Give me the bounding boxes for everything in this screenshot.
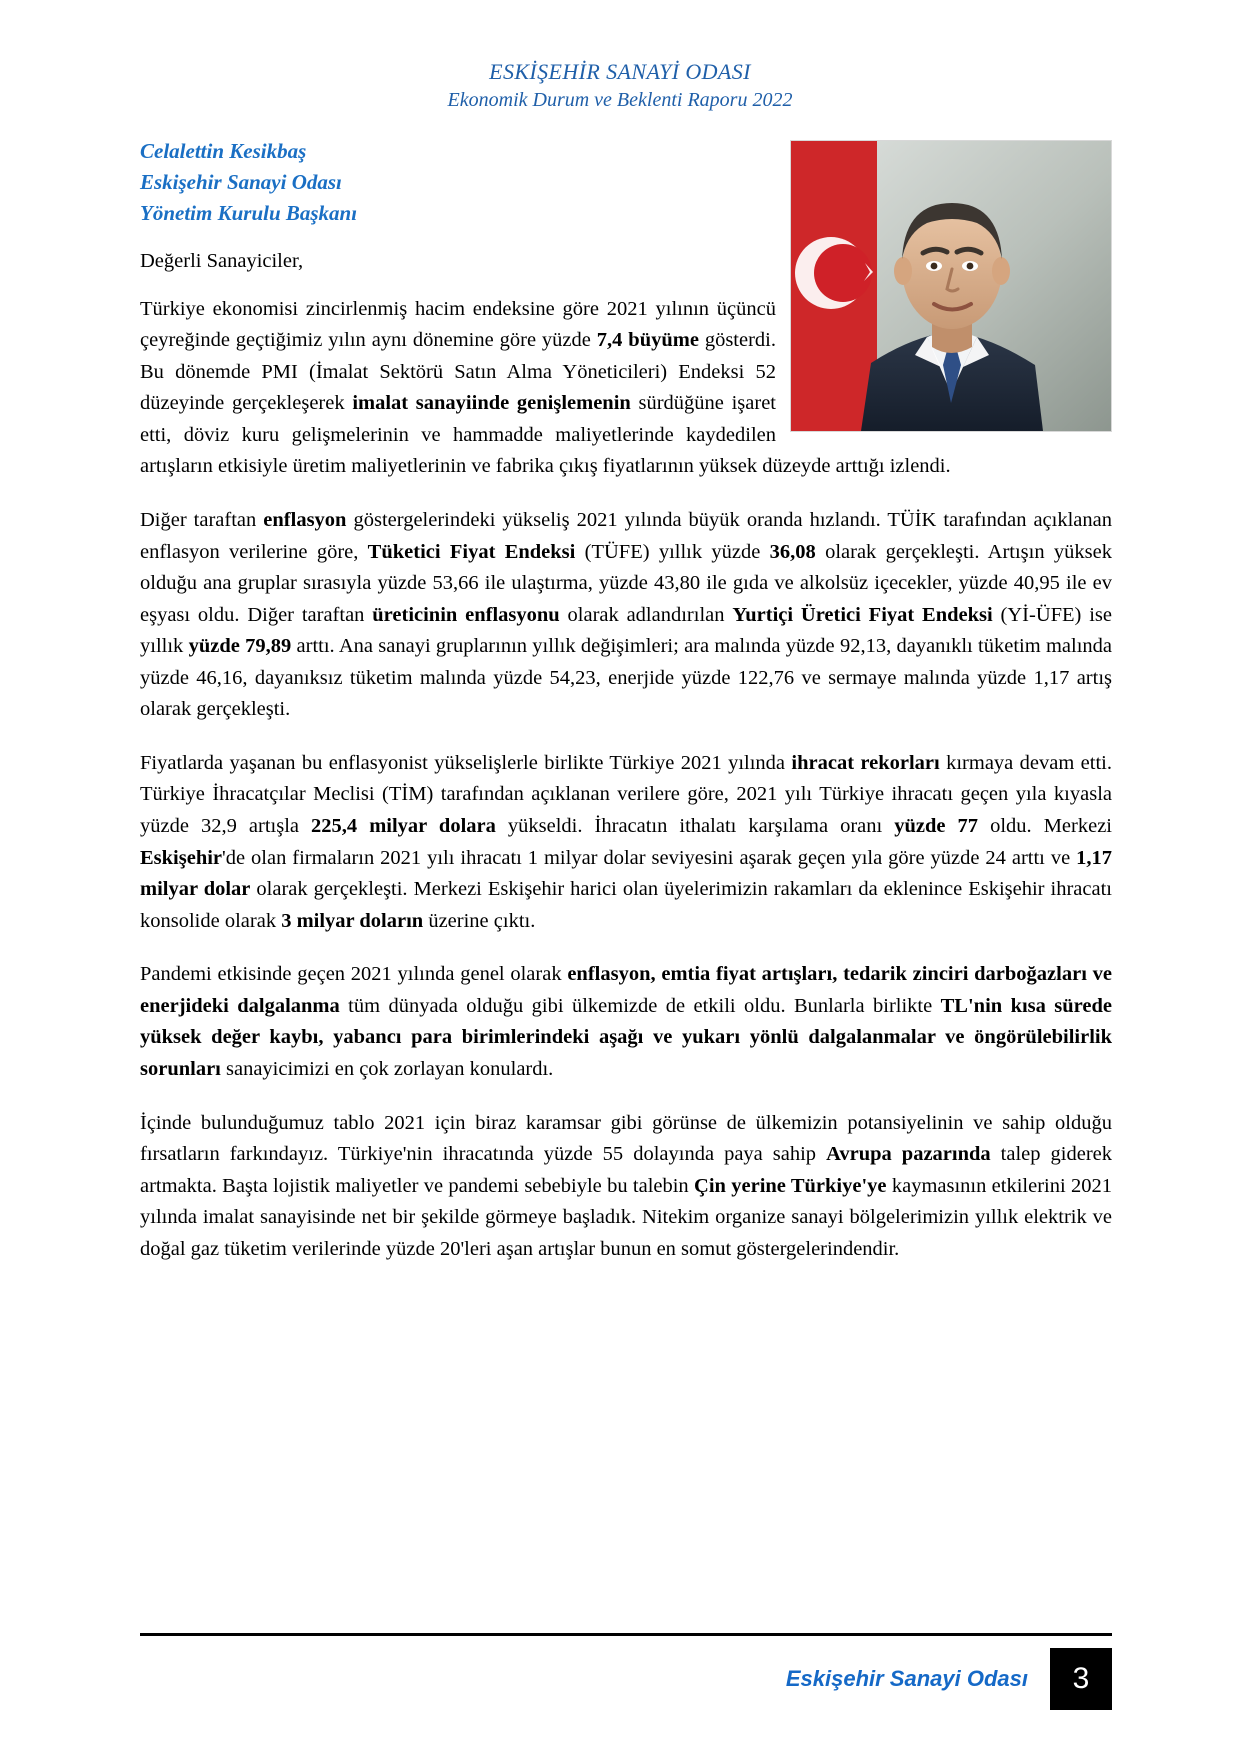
document-footer <box>140 1648 1112 1710</box>
document-header <box>0 58 1240 114</box>
document-body <box>140 246 1112 1287</box>
author-organization: Eskişehir Sanayi Odası <box>140 170 342 195</box>
paragraph-inflation: Diğer taraftan enflasyon göstergelerindeki yükseliş 2021 yılında büyük oranda hızlandı. TÜİK tarafından açıklanan enflasyon verilerine göre, Tüketici Fiyat Endeksi (TÜFE) yıllık yüzde 36,08 olarak gerçekleşti. Artışın yüksek olduğu ana gruplar sırasıyla yüzde 53,66 ile ulaştırma, yüzde 43,80 ile gıda ve alkolsüz içecekler, yüzde 40,95 ile ev eşyası oldu. Diğer taraftan üreticinin enflasyonu olarak adlandırılan Yurtiçi Üretici Fiyat Endeksi (Yİ-ÜFE) ise yıllık yüzde 79,89 arttı. Ana sanayi gruplarının yıllık değişimleri; ara malında yüzde 92,13, dayanıklı tüketim malında yüzde 46,16, dayanıksız tüketim malında yüzde 54,23, enerjide yüzde 122,76 ve sermaye malında yüzde 1,17 artış olarak gerçekleşti. <box>140 508 1112 721</box>
header-subtitle: Ekonomik Durum ve Beklenti Raporu 2022 <box>447 89 793 112</box>
footer-divider <box>140 1633 1112 1636</box>
footer-organization-label: Eskişehir Sanayi Odası <box>785 1666 1028 1691</box>
author-name: Celalettin Kesikbaş <box>140 139 307 163</box>
header-title: ESKİŞEHİR SANAYİ ODASI <box>489 59 751 84</box>
author-block <box>140 136 610 229</box>
portrait-text-wrap-spacer <box>776 246 1112 442</box>
paragraph-outlook: İçinde bulunduğumuz tablo 2021 için biraz karamsar gibi görünse de ülkemizin potansiyelinin ve sahip olduğu fırsatların farkındayız. Türkiye'nin ihracatında yüzde 55 dolayında paya sahip Avrupa pazarında talep giderek artmakta. Başta lojistik maliyetler ve pandemi sebebiyle bu talebin Çin yerine Türkiye'ye kaymasının etkilerini 2021 yılında imalat sanayisinde net bir şekilde görmeye başladık. Nitekim organize sanayi bölgelerimizin yıllık elektrik ve doğal gaz tüketim verilerinde yüzde 20'leri aşan artışlar bunun en somut göstergelerindendir. <box>140 1111 1113 1260</box>
paragraph-growth-pmi: Türkiye ekonomisi zincirlenmiş hacim endeksine göre 2021 yılının üçüncü çeyreğinde geçtiğimiz yılın aynı dönemine göre yüzde 7,4 büyüme gösterdi. Bu dönemde PMI (İmalat Sektörü Satın Alma Yöneticileri) Endeksi 52 düzeyinde gerçekleşerek imalat sanayiinde genişlemenin sürdüğüne işaret etti, döviz kuru gelişmelerinin ve hammadde maliyetlerinde kaydedilen artışların etkisiyle üretim maliyetlerinin ve fabrika çıkış fiyatlarının yüksek düzeyde arttığı izlendi. <box>140 297 951 478</box>
author-role: Yönetim Kurulu Başkanı <box>140 201 358 226</box>
greeting-line: Değerli Sanayiciler, <box>140 250 304 272</box>
paragraph-pandemic-effects: Pandemi etkisinde geçen 2021 yılında genel olarak enflasyon, emtia fiyat artışları, tedarik zinciri darboğazları ve enerjideki dalgalanma tüm dünyada olduğu gibi ülkemizde de etkili oldu. Bunlarla birlikte TL'nin kısa sürede yüksek değer kaybı, yabancı para birimlerindeki aşağı ve yukarı yönlü dalgalanmalar ve öngörülebilirlik sorunları sanayicimizi en çok zorlayan konulardı. <box>140 963 1113 1080</box>
paragraph-exports: Fiyatlarda yaşanan bu enflasyonist yükselişlerle birlikte Türkiye 2021 yılında ihracat rekorları kırmaya devam etti. Türkiye İhracatçılar Meclisi (TİM) tarafından açıklanan verilere göre, 2021 yılı Türkiye ihracatı geçen yıla kıyasla yüzde 32,9 artışla 225,4 milyar dolara yükseldi. İhracatın ithalatı karşılama oranı yüzde 77 oldu. Merkezi Eskişehir'de olan firmaların 2021 yılı ihracatı 1 milyar dolar seviyesini aşarak geçen yıla göre yüzde 24 arttı ve 1,17 milyar dolar olarak gerçekleşti. Merkezi Eskişehir harici olan üyelerimizin rakamları da eklenince Eskişehir ihracatı konsolide olarak 3 milyar doların üzerine çıktı. <box>140 751 1113 932</box>
page-number: 3 <box>1050 1648 1112 1710</box>
